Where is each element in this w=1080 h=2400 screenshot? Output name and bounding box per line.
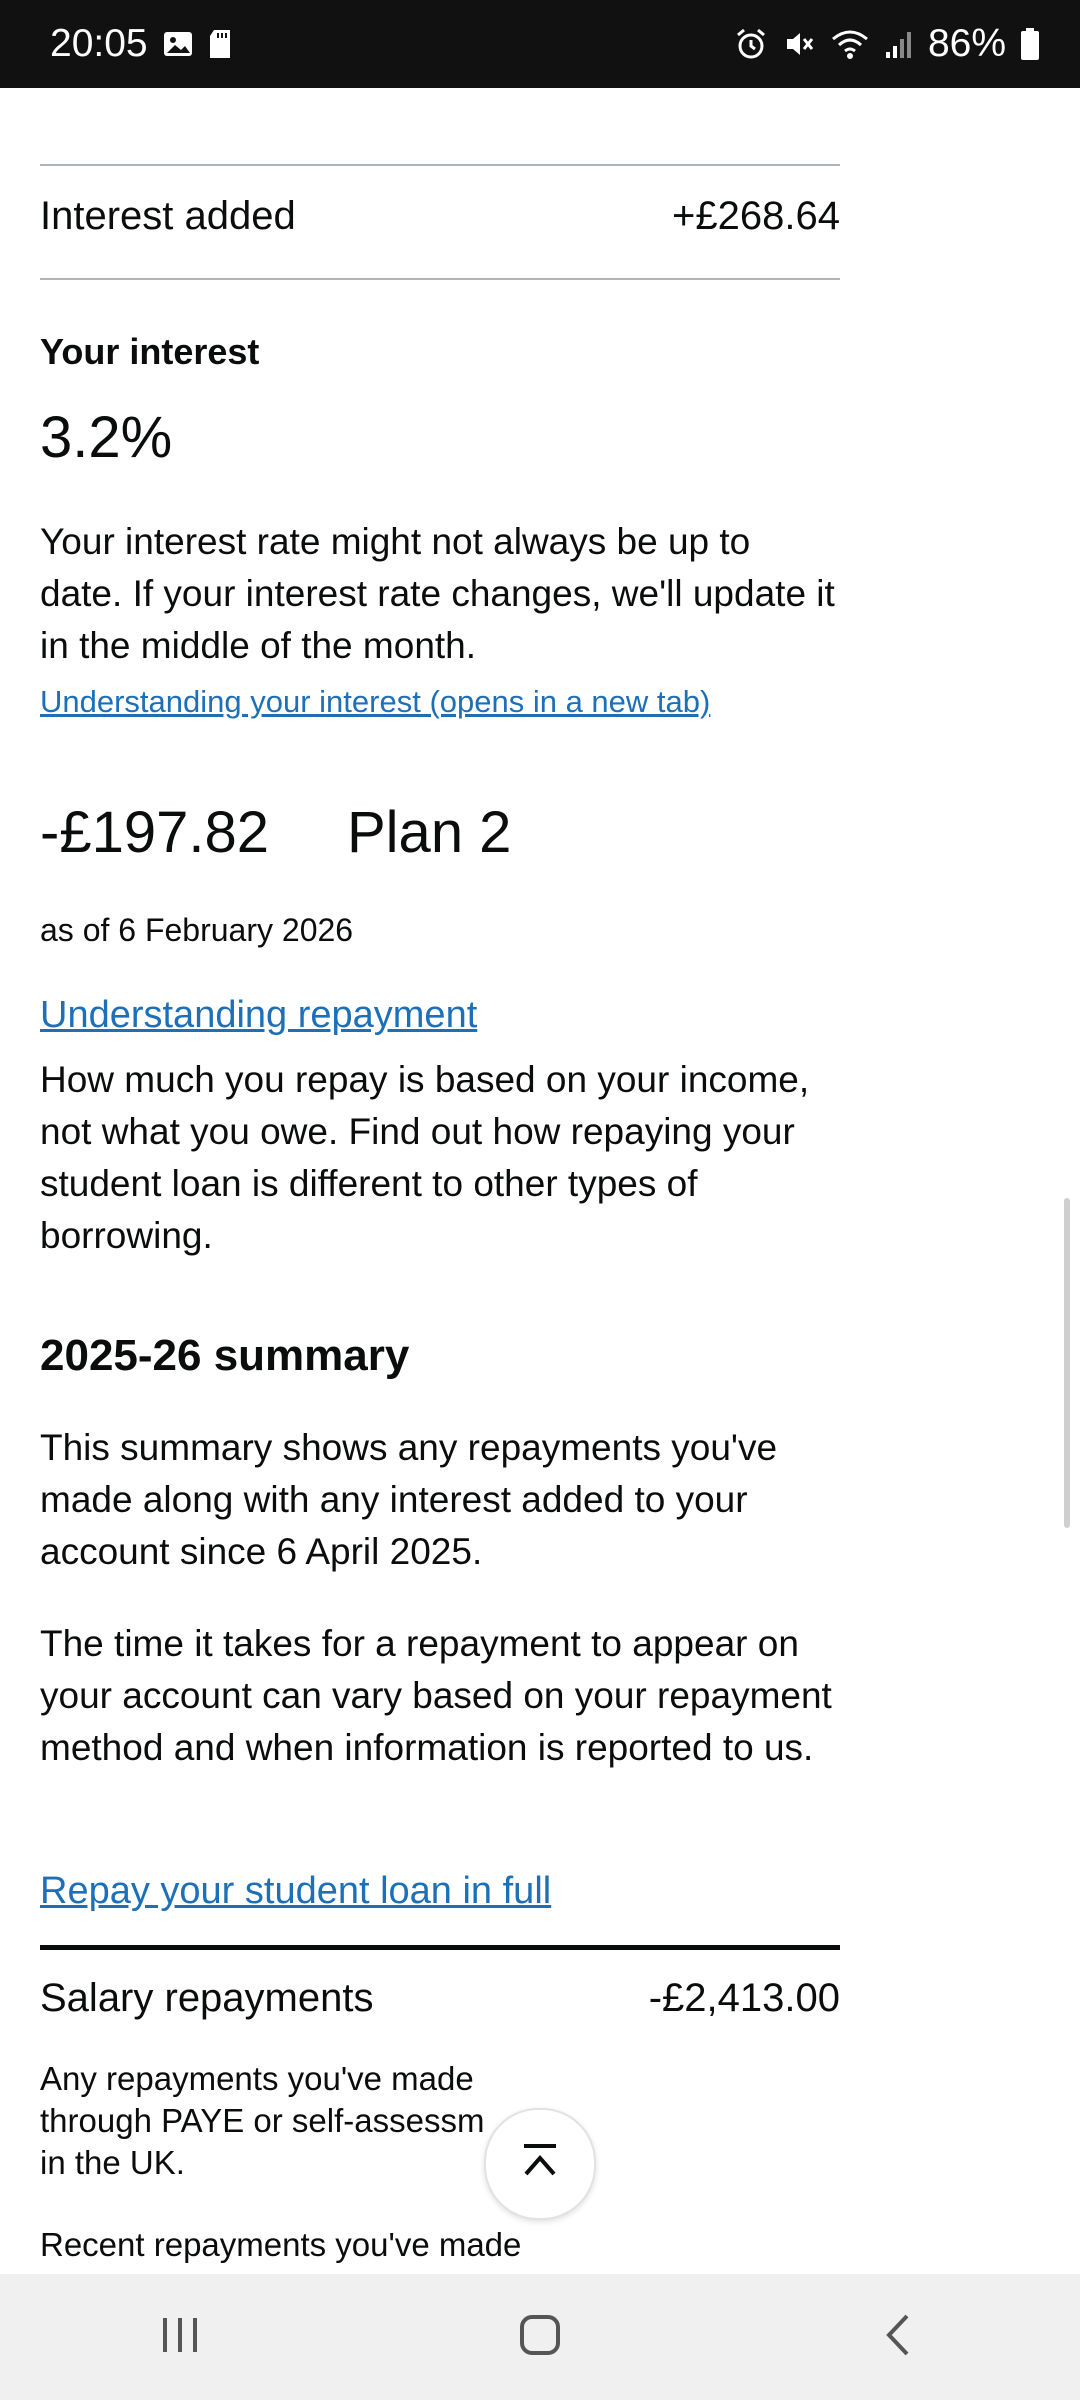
back-to-top-button[interactable] <box>484 2108 596 2220</box>
recent-apps-button[interactable] <box>120 2287 240 2387</box>
status-time: 20:05 <box>50 22 148 65</box>
as-of-date: as of 6 February 2026 <box>40 912 354 948</box>
salary-repayments-row <box>40 1972 840 2024</box>
back-button[interactable] <box>840 2287 960 2387</box>
divider <box>40 278 840 280</box>
navigation-bar <box>0 2274 1080 2400</box>
chevron-up-icon <box>518 2140 562 2189</box>
alarm-icon <box>734 27 768 61</box>
home-button[interactable] <box>480 2287 600 2387</box>
interest-rate: 3.2% <box>40 405 173 470</box>
repay-in-full-link[interactable]: Repay your student loan in full <box>40 1870 552 1912</box>
interest-added-row <box>40 190 840 242</box>
interest-added-value: +£268.64 <box>672 194 840 238</box>
understanding-interest-link[interactable]: Understanding your interest (opens in a new tab) <box>40 684 711 719</box>
repayment-note: How much you repay is based on your income, not what you owe. Find out how repaying your student loan is different to other types of borrowing. <box>40 1059 810 1256</box>
status-bar <box>0 0 1080 88</box>
section-divider <box>40 1945 840 1950</box>
summary-heading: 2025-26 summary <box>40 1331 410 1380</box>
sd-card-icon <box>208 28 232 60</box>
interest-note: Your interest rate might not always be up to date. If your interest rate changes, we'll update it in the middle of the month. <box>40 521 835 666</box>
battery-percent: 86% <box>927 22 1006 65</box>
recent-repayments-note: Recent repayments you've made <box>40 2226 522 2263</box>
understanding-repayment-link[interactable]: Understanding repayment <box>40 994 478 1036</box>
battery-icon <box>1020 27 1040 61</box>
summary-paragraph-2: The time it takes for a repayment to appear on your account can vary based on your repayment method and when information is reported to us. <box>40 1623 832 1768</box>
recent-apps-icon <box>157 2312 203 2363</box>
your-interest-heading: Your interest <box>40 331 260 372</box>
loan-balance: -£197.82 <box>40 800 269 865</box>
back-icon <box>877 2312 923 2363</box>
loan-plan: Plan 2 <box>346 800 512 865</box>
signal-icon <box>884 28 914 60</box>
home-icon <box>517 2312 563 2363</box>
summary-paragraph-1: This summary shows any repayments you've made along with any interest added to your account since 6 April 2025. <box>40 1427 778 1572</box>
image-icon <box>162 28 194 60</box>
balance-row <box>40 798 840 868</box>
mute-icon <box>782 27 816 61</box>
salary-repayments-label: Salary repayments <box>40 1976 374 2020</box>
wifi-icon <box>830 27 870 61</box>
scrollbar[interactable] <box>1064 1198 1070 1528</box>
divider <box>40 164 840 166</box>
salary-repayments-value: -£2,413.00 <box>648 1976 840 2020</box>
page-content[interactable] <box>0 88 1080 2274</box>
interest-added-label: Interest added <box>40 194 296 238</box>
salary-repayments-note: Any repayments you've made through PAYE or self-assessm in the UK. <box>40 2060 485 2181</box>
